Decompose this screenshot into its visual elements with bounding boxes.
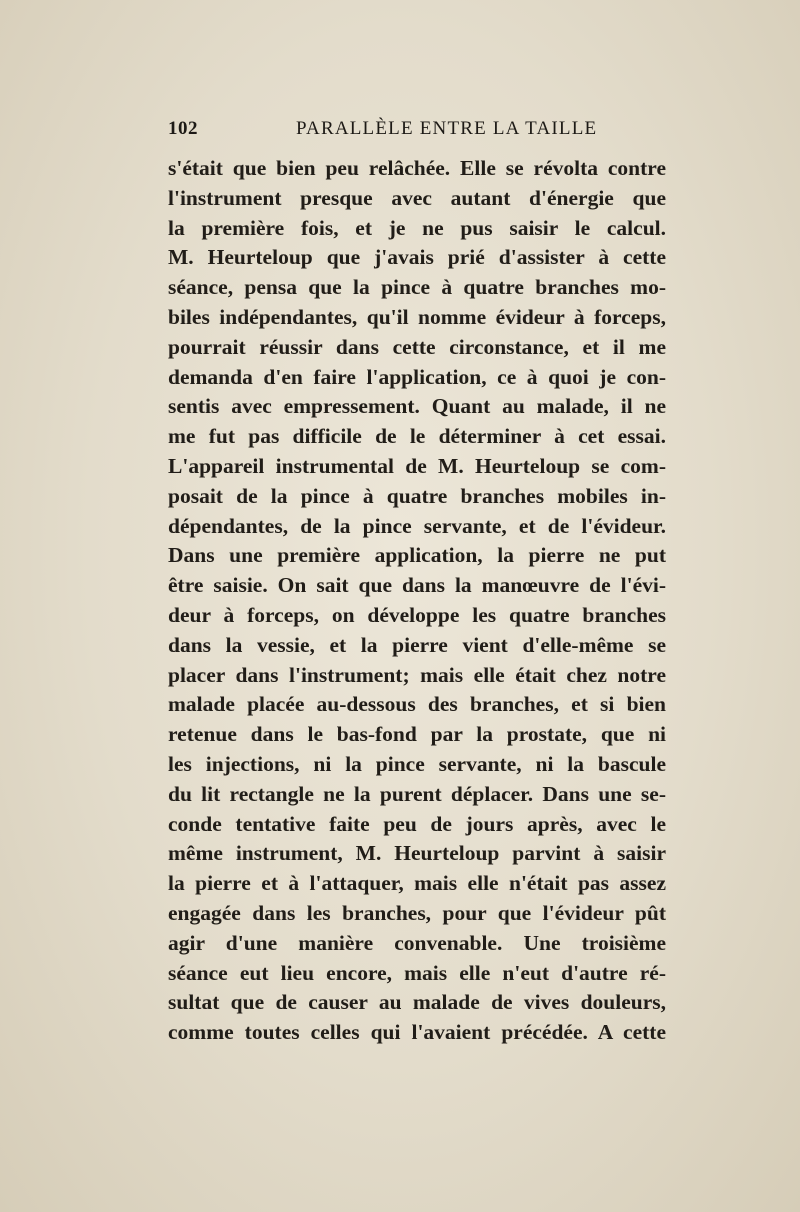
text-line: posait de la pince à quatre branches mobiles in-: [168, 483, 666, 508]
text-line: dépendantes, de la pince servante, et de l'évideur.: [168, 513, 666, 538]
text-line: du lit rectangle ne la purent déplacer. Dans une se-: [168, 781, 666, 806]
text-line: retenue dans le bas-fond par la prostate, que ni: [168, 722, 666, 747]
text-line: sentis avec empressement. Quant au malade, il ne: [168, 394, 666, 419]
text-line: agir d'une manière convenable. Une troisième: [168, 930, 666, 955]
running-title: PARALLÈLE ENTRE LA TAILLE: [296, 118, 598, 139]
text-line: sultat que de causer au malade de vives douleurs,: [168, 990, 666, 1015]
text-line: malade placée au-dessous des branches, et si bien: [168, 692, 666, 717]
body-text: [168, 154, 666, 1048]
text-line: L'appareil instrumental de M. Heurteloup se com-: [168, 453, 666, 478]
text-line: demanda d'en faire l'application, ce à quoi je con-: [168, 364, 666, 389]
text-line: séance, pensa que la pince à quatre branches mo-: [168, 275, 666, 300]
text-line: placer dans l'instrument; mais elle était chez notre: [168, 662, 666, 687]
text-line: Dans une première application, la pierre ne put: [168, 543, 666, 568]
text-line: même instrument, M. Heurteloup parvint à saisir: [168, 841, 666, 866]
text-line: biles indépendantes, qu'il nomme évideur à forceps,: [168, 304, 666, 329]
text-line: deur à forceps, on développe les quatre branches: [168, 602, 666, 627]
text-line: dans la vessie, et la pierre vient d'elle-même se: [168, 632, 666, 657]
text-line: être saisie. On sait que dans la manœuvre de l'évi-: [168, 573, 666, 598]
text-line: pourrait réussir dans cette circonstance, et il me: [168, 334, 666, 359]
text-line: l'instrument presque avec autant d'énergie que: [168, 185, 666, 210]
text-line: me fut pas difficile de le déterminer à cet essai.: [168, 424, 666, 449]
text-line: la pierre et à l'attaquer, mais elle n'était pas assez: [168, 871, 666, 896]
page-header: [168, 118, 668, 140]
page-number: 102: [168, 118, 198, 139]
text-line: la première fois, et je ne pus saisir le calcul.: [168, 215, 666, 240]
text-line: s'était que bien peu relâchée. Elle se révolta contre: [168, 156, 666, 180]
text-line: les injections, ni la pince servante, ni la bascule: [168, 751, 666, 776]
text-line: séance eut lieu encore, mais elle n'eut d'autre ré-: [168, 960, 666, 985]
text-line: M. Heurteloup que j'avais prié d'assister à cette: [168, 245, 666, 270]
text-line: engagée dans les branches, pour que l'évideur pût: [168, 900, 666, 925]
text-line: conde tentative faite peu de jours après, avec le: [168, 811, 666, 836]
text-line: comme toutes celles qui l'avaient précédée. A cette: [168, 1020, 666, 1045]
